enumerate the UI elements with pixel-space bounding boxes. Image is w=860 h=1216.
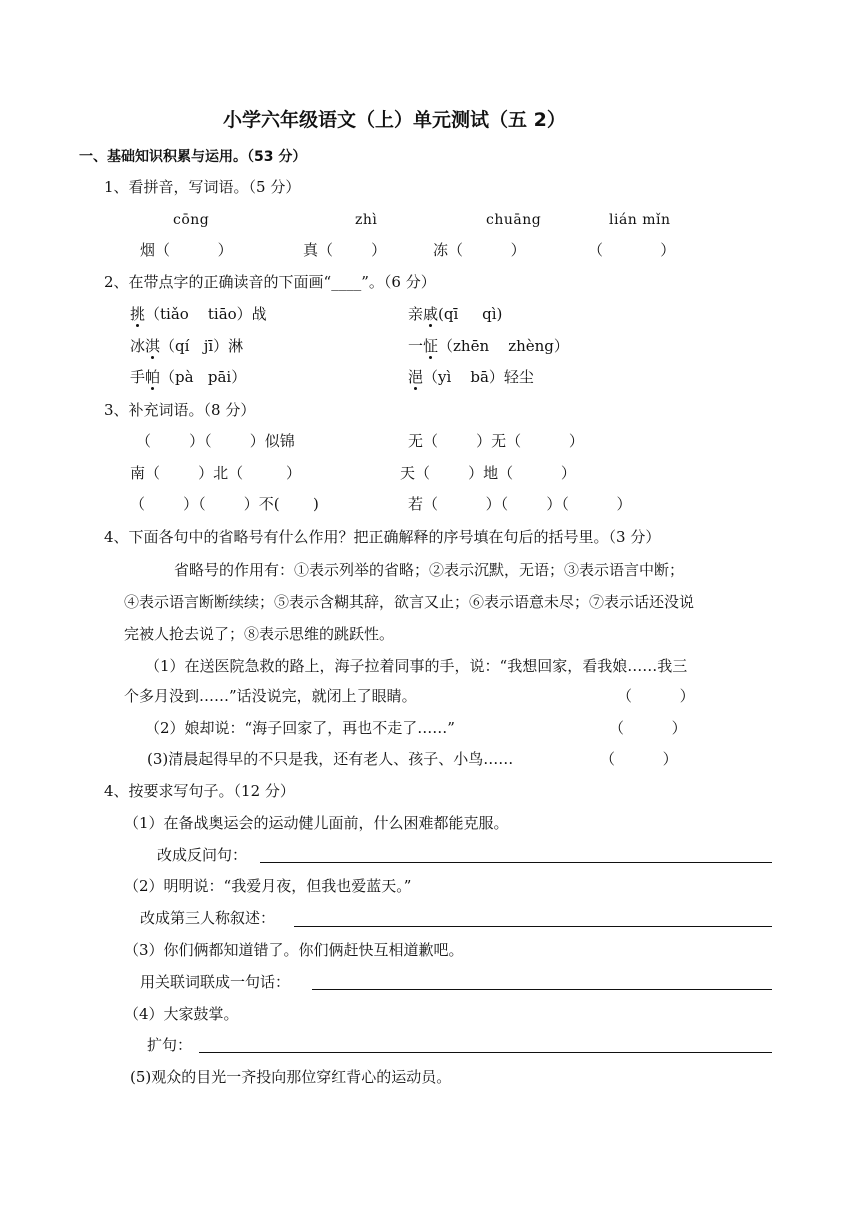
q4-explain: 省略号的作用有：①表示列举的省略；②表示沉默，无语；③表示语言中断； bbox=[174, 561, 685, 579]
page-title: 小学六年级语文（上）单元测试（五 2） bbox=[223, 109, 566, 131]
q3-blank[interactable]: 南（ ）北（ ） bbox=[130, 464, 302, 482]
q1-blank[interactable]: 真（ ） bbox=[303, 241, 387, 259]
q2-item[interactable]: 冰淇（qí jī）淋 bbox=[130, 337, 244, 355]
q1-pinyin: zhì bbox=[355, 212, 378, 228]
q3-blank[interactable]: （ ）（ ）似锦 bbox=[136, 432, 295, 450]
q2-item[interactable]: 手帕（pà pāi） bbox=[130, 368, 247, 386]
q3-blank[interactable]: 若（ ）（ ）（ ） bbox=[408, 495, 632, 513]
q5-sentence: (5)观众的目光一齐投向那位穿红背心的运动员。 bbox=[130, 1068, 452, 1086]
q1-pinyin: chuāng bbox=[486, 212, 542, 228]
q5-heading: 4、按要求写句子。（12 分） bbox=[104, 782, 295, 800]
q4-sentence: （1）在送医院急救的路上，海子拉着同事的手，说：“我想回家，看我娘……我三 bbox=[145, 657, 688, 675]
q4-answer-paren[interactable]: （ ） bbox=[609, 719, 687, 737]
q5-task: 改成第三人称叙述： bbox=[140, 909, 276, 927]
q4-answer-paren[interactable]: （ ） bbox=[617, 687, 695, 705]
q4-heading: 4、下面各句中的省略号有什么作用？把正确解释的序号填在句后的括号里。（3 分） bbox=[104, 528, 661, 546]
q1-heading: 1、看拼音，写词语。（5 分） bbox=[104, 178, 301, 196]
q3-blank[interactable]: 天（ ）地（ ） bbox=[400, 464, 576, 482]
q5-task: 用关联词联成一句话： bbox=[140, 973, 291, 991]
q5-task: 改成反问句： bbox=[157, 846, 248, 864]
q4-answer-paren[interactable]: （ ） bbox=[600, 750, 678, 768]
q5-task: 扩句： bbox=[147, 1036, 193, 1054]
q5-sentence: （4）大家鼓掌。 bbox=[124, 1005, 239, 1023]
answer-line[interactable] bbox=[199, 1052, 772, 1053]
answer-line[interactable] bbox=[260, 862, 772, 863]
q1-blank[interactable]: 烟（ ） bbox=[140, 241, 233, 259]
q3-blank[interactable]: （ ）（ ）不( ) bbox=[130, 495, 319, 513]
q4-sentence: 个多月没到……”话没说完，就闭上了眼睛。 bbox=[124, 687, 417, 705]
q1-blank[interactable]: 冻（ ） bbox=[433, 241, 526, 259]
q4-sentence: （2）娘却说：“海子回家了，再也不走了……” bbox=[145, 719, 455, 737]
q5-sentence: （2）明明说：“我爱月夜，但我也爱蓝天。” bbox=[124, 877, 412, 895]
q2-item[interactable]: 浥（yì bā）轻尘 bbox=[408, 368, 534, 386]
q5-sentence: （3）你们俩都知道错了。你们俩赶快互相道歉吧。 bbox=[124, 941, 464, 959]
q2-item[interactable]: 亲戚(qī qì) bbox=[408, 305, 503, 323]
q2-heading: 2、在带点字的正确读音的下面画“____”。（6 分） bbox=[104, 273, 436, 291]
answer-line[interactable] bbox=[294, 926, 772, 927]
q4-explain: ④表示语言断断续续；⑤表示含糊其辞，欲言又止；⑥表示语意未尽；⑦表示话还没说 bbox=[124, 593, 695, 611]
q1-blank[interactable]: （ ） bbox=[588, 241, 676, 259]
q3-heading: 3、补充词语。（8 分） bbox=[104, 401, 256, 419]
q1-pinyin: cōng bbox=[173, 212, 210, 228]
q1-pinyin: lián mǐn bbox=[609, 212, 671, 228]
q4-explain: 完被人抢去说了；⑧表示思维的跳跃性。 bbox=[124, 625, 395, 643]
q5-sentence: （1）在备战奥运会的运动健儿面前，什么困难都能克服。 bbox=[124, 814, 509, 832]
q3-blank[interactable]: 无（ ）无（ ） bbox=[408, 432, 584, 450]
q2-item[interactable]: 挑（tiǎo tiāo）战 bbox=[130, 305, 267, 323]
q2-item[interactable]: 一怔（zhēn zhèng） bbox=[408, 337, 569, 355]
section-heading: 一、基础知识积累与运用。（53 分） bbox=[79, 149, 307, 165]
answer-line[interactable] bbox=[312, 989, 772, 990]
q4-sentence: (3)清晨起得早的不只是我，还有老人、孩子、小鸟…… bbox=[147, 750, 514, 768]
